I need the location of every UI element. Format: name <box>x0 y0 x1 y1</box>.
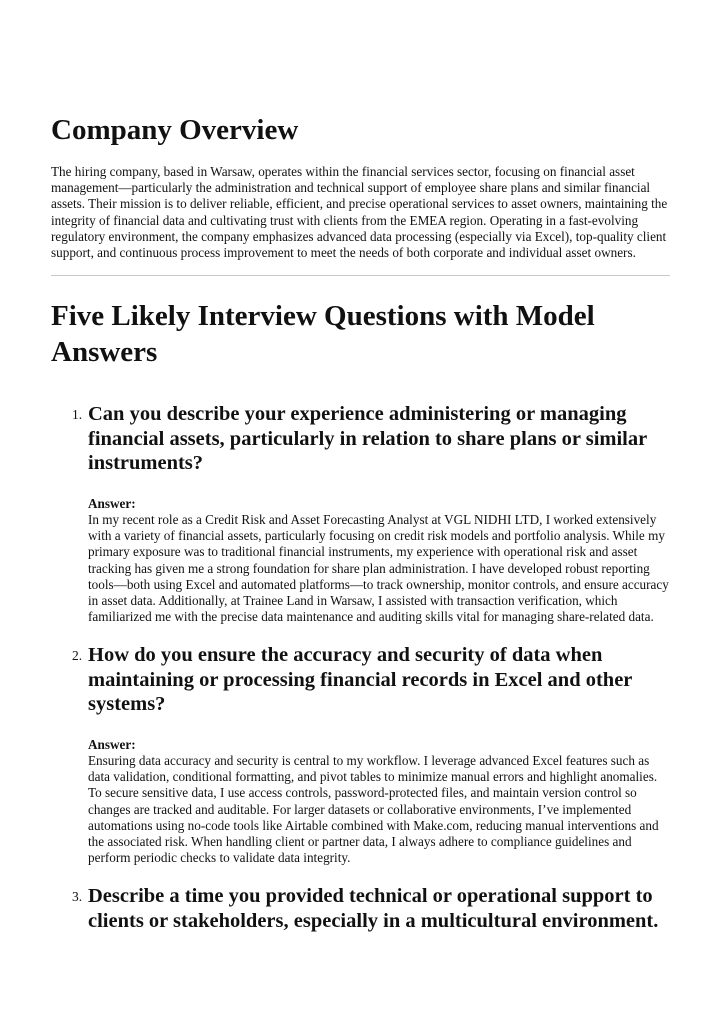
questions-list <box>51 402 670 933</box>
answer-text-2: Ensuring data accuracy and security is central to my workflow. I leverage advanced Excel features such as data validation, conditional formatting, and pivot tables to minimize manual errors and highlight anomalies. To secure sensitive data, I use access controls, password-protected files, and maintain version control so changes are tracked and auditable. For larger datasets or collaborative environments, I’ve implemented automations using no-code tools like Airtable combined with Make.com, reducing manual interventions and the associated risk. When handling client or partner data, I always adhere to compliance guidelines and perform periodic checks to validate data integrity. <box>88 753 659 866</box>
question-item-2 <box>51 643 670 866</box>
interview-questions-heading: Five Likely Interview Questions with Model Answers <box>51 300 595 369</box>
answer-text-1: In my recent role as a Credit Risk and Asset Forecasting Analyst at VGL NIDHI LTD, I worked extensively with a variety of financial assets, particularly focusing on credit risk models and portfolio analysis. While my primary exposure was to traditional financial instruments, my experience with operational risk and asset tracking has given me a strong foundation for share plan administration. I have developed robust reporting tools—both using Excel and automated platforms—to track ownership, monitor controls, and ensure accuracy in asset data. Additionally, at Trainee Land in Warsaw, I assisted with transaction verification, which familiarized me with the precise data maintenance and auditing skills vital for managing share-related data. <box>88 511 669 625</box>
question-text-1: Can you describe your experience administering or managing financial assets, particularly in relation to share plans or similar instruments? <box>88 403 647 475</box>
question-text-3: Describe a time you provided technical or operational support to clients or stakeholders, especially in a multicultural environment. <box>88 885 659 932</box>
question-text-2: How do you ensure the accuracy and security of data when maintaining or processing financial records in Excel and other systems? <box>88 644 633 716</box>
answer-label-2: Answer: <box>88 736 136 752</box>
question-number-3: 3. <box>72 889 83 905</box>
question-number-2: 2. <box>72 648 83 664</box>
company-overview-heading: Company Overview <box>51 114 299 146</box>
question-number-1: 1. <box>72 407 83 423</box>
answer-label-1: Answer: <box>88 495 136 511</box>
question-item-1 <box>51 402 670 625</box>
question-item-3 <box>51 884 670 933</box>
section-divider <box>51 275 670 276</box>
company-overview-paragraph: The hiring company, based in Warsaw, operates within the financial services sector, focusing on financial asset management—particularly the administration and technical support of employee share plans and similar financial assets. Their mission is to deliver reliable, efficient, and precise operational services to asset owners, maintaining the integrity of financial data and cultivating trust with clients from the EMEA region. Operating in a fast-evolving regulatory environment, the company emphasizes advanced data processing (especially via Excel), top-quality client support, and continuous process improvement to meet the needs of both corporate and individual asset owners. <box>51 164 668 261</box>
